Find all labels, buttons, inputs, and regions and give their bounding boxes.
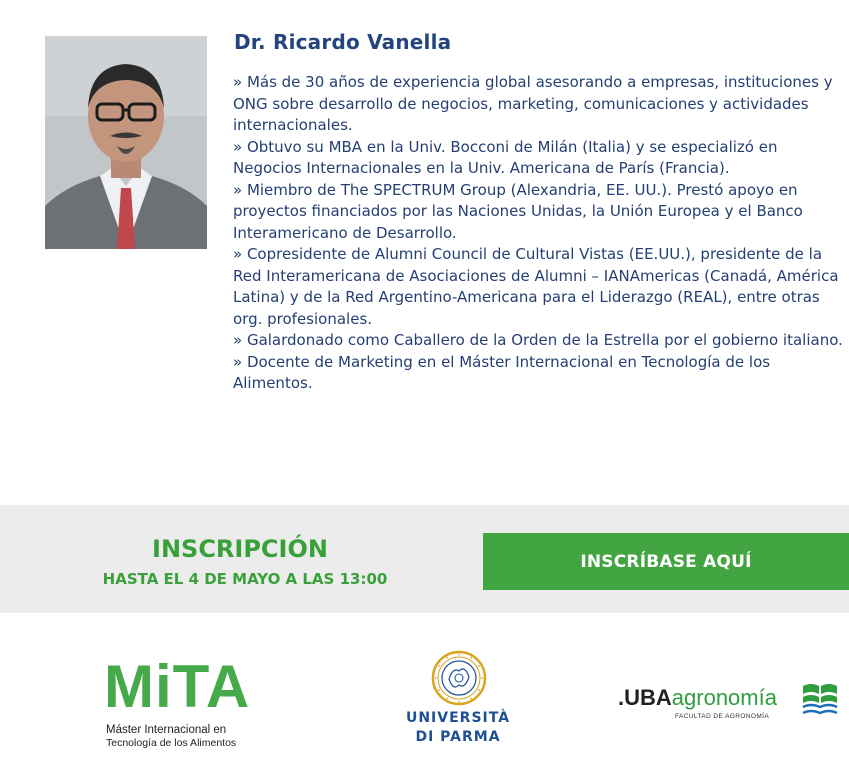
uba-logo-name: agronomía (671, 685, 777, 710)
bio-item: » Miembro de The SPECTRUM Group (Alexandria, EE. UU.). Prestó apoyo en proyectos financiados por las Naciones Unidas, la Unión Europea y el Banco Interamericano de Desarrollo. (233, 180, 803, 242)
speaker-bio (233, 72, 845, 395)
bio-item: » Más de 30 años de experiencia global asesorando a empresas, instituciones y ONG sobre desarrollo de negocios, marketing, comunicaciones y actividades internacionales. (233, 73, 833, 134)
uba-book-icon (801, 682, 839, 720)
uba-agronomia-logo (618, 682, 843, 732)
parma-logo (393, 647, 523, 755)
inscription-deadline: HASTA EL 4 DE MAYO A LAS 13:00 (102, 570, 388, 588)
uba-logo-prefix: .UBA (618, 685, 672, 710)
mita-logo-word: MiTA (104, 653, 251, 720)
bio-item: » Copresidente de Alumni Council de Cultural Vistas (EE.UU.), presidente de la Red Interamericana de Asociaciones de Alumni – IANAmericas (Canadá, América Latina) y de la Red Argentino-Americana para el Liderazgo (REAL), entre otras org. profesionales. (233, 245, 839, 328)
bio-item: » Obtuvo su MBA en la Univ. Bocconi de Milán (Italia) y se especializó en Negocios Internacionales en la Univ. Americana de París (Francia). (233, 137, 778, 177)
parma-logo-line1: UNIVERSITÀ (405, 710, 511, 726)
uba-logo-word (618, 685, 777, 711)
bio-item: » Galardonado como Caballero de la Orden de la Estrella por el gobierno italiano. (233, 331, 843, 349)
mita-logo-line1: Máster Internacional en (106, 724, 227, 736)
uba-logo-faculty: FACULTAD DE AGRONOMÍA (675, 713, 770, 720)
register-button[interactable]: INSCRÍBASE AQUÍ (483, 533, 849, 590)
mita-logo (100, 653, 270, 752)
parma-logo-line2: DI PARMA (415, 729, 501, 745)
bio-item: » Docente de Marketing en el Máster Internacional en Tecnología de los Alimentos. (233, 352, 771, 392)
inscription-title: INSCRIPCIÓN (152, 535, 328, 563)
parma-seal-icon (431, 649, 487, 707)
speaker-name: Dr. Ricardo Vanella (234, 30, 452, 54)
mita-logo-line2: Tecnología de los Alimentos (106, 737, 237, 749)
speaker-photo (45, 36, 207, 249)
